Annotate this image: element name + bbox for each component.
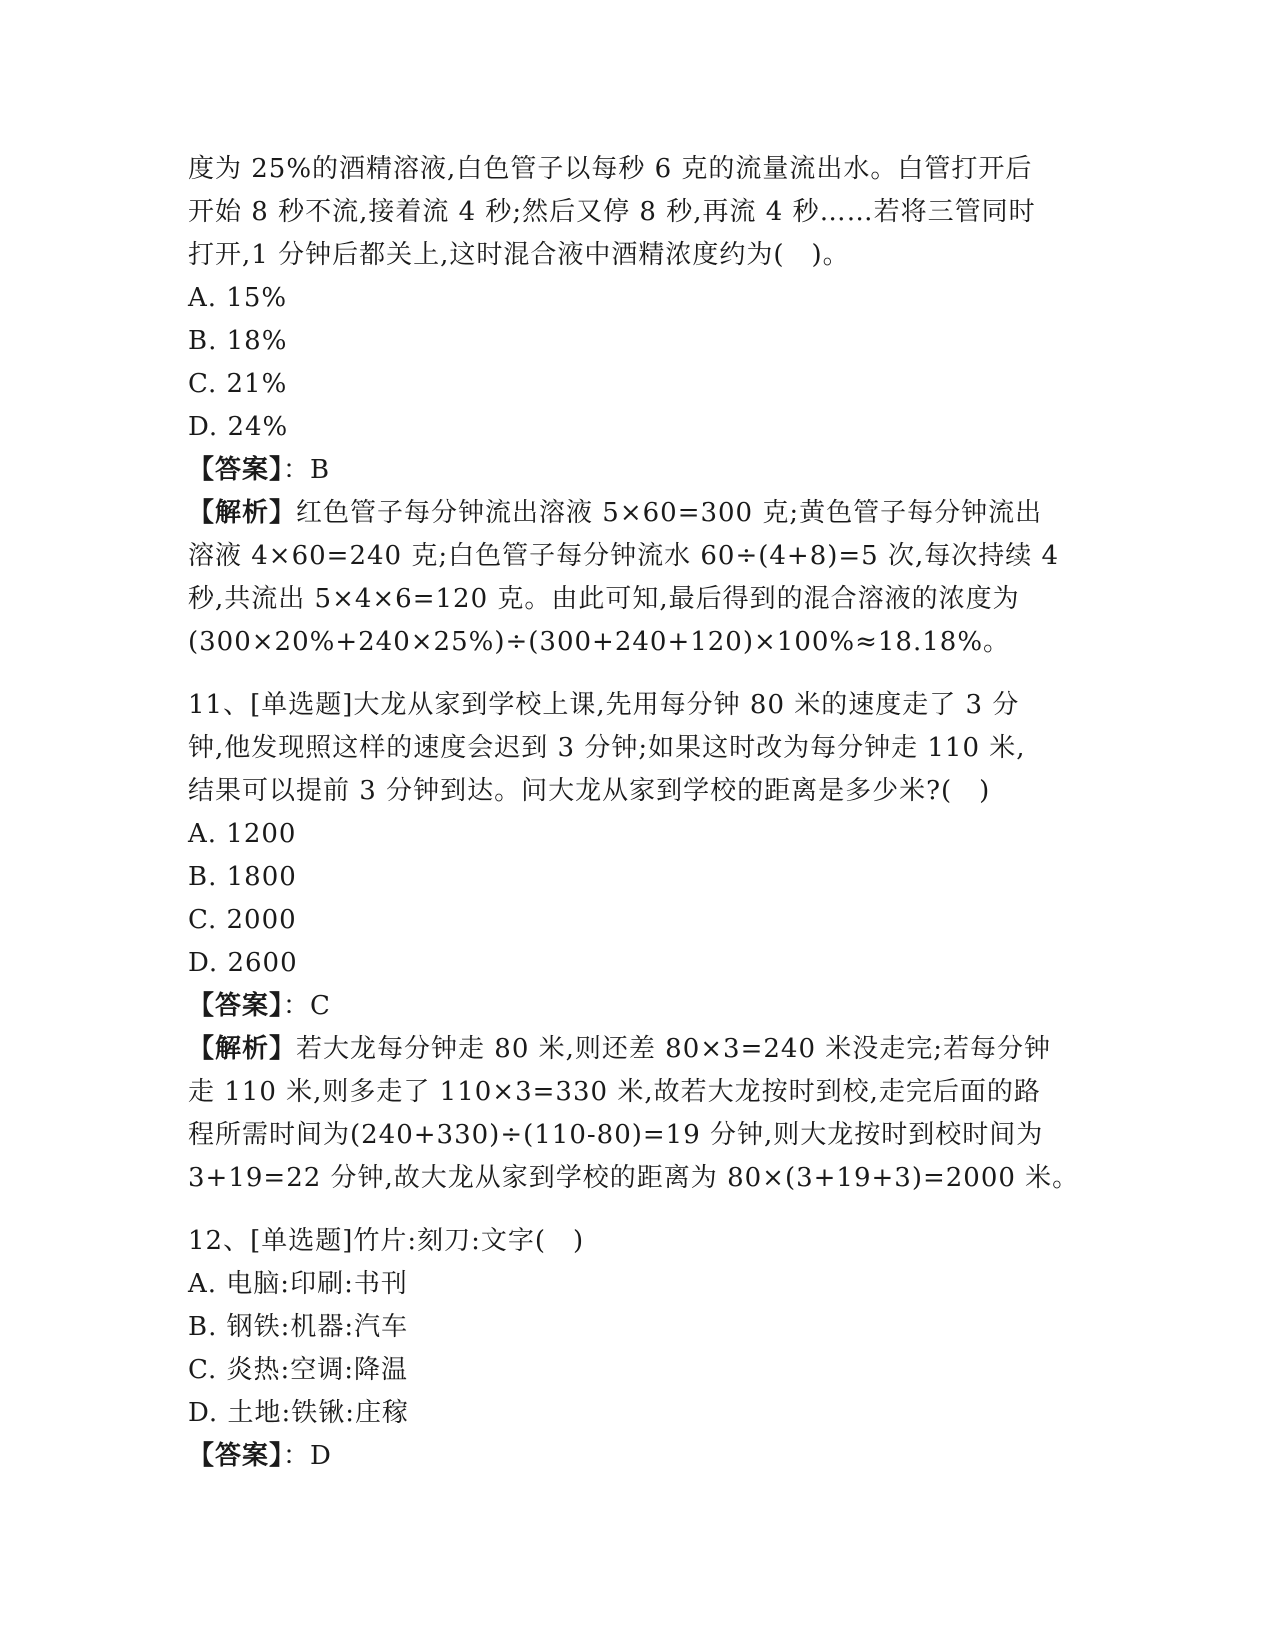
question-12 (188, 1220, 1088, 1478)
answer-value: ：B (283, 455, 331, 485)
answer-line (188, 985, 1088, 1028)
option-a: A. 电脑:印刷:书刊 (188, 1269, 408, 1299)
question-stem-line: 12、[单选题]竹片:刻刀:文字( ) (188, 1226, 585, 1256)
question-stem-line: 打开,1 分钟后都关上,这时混合液中酒精浓度约为( )。 (188, 240, 850, 270)
question-stem-line: 结果可以提前 3 分钟到达。问大龙从家到学校的距离是多少米?( ) (188, 776, 991, 806)
answer-line (188, 1435, 1088, 1478)
option-d: D. 24% (188, 412, 289, 442)
spacer (188, 664, 1088, 684)
answer-line (188, 449, 1088, 492)
answer-value: ：C (283, 991, 331, 1021)
analysis-line (188, 1028, 1088, 1071)
option-c: C. 炎热:空调:降温 (188, 1355, 409, 1385)
option-a: A. 15% (188, 283, 288, 313)
analysis-text: 3+19=22 分钟,故大龙从家到学校的距离为 80×(3+19+3)=2000 米。 (188, 1163, 1080, 1193)
answer-label: 【答案】 (188, 455, 284, 485)
option-b: B. 钢铁:机器:汽车 (188, 1312, 409, 1342)
document-page (188, 148, 1088, 1478)
analysis-text: 红色管子每分钟流出溶液 5×60=300 克;黄色管子每分钟流出 (296, 498, 1043, 528)
option-d: D. 土地:铁锹:庄稼 (188, 1398, 409, 1428)
analysis-text: 走 110 米,则多走了 110×3=330 米,故若大龙按时到校,走完后面的路 (188, 1077, 1041, 1107)
analysis-line (188, 492, 1088, 535)
answer-label: 【答案】 (188, 1441, 284, 1471)
question-11 (188, 684, 1088, 1200)
option-b: B. 18% (188, 326, 288, 356)
analysis-label: 【解析】 (188, 1034, 297, 1064)
analysis-text: 若大龙每分钟走 80 米,则还差 80×3=240 米没走完;若每分钟 (296, 1034, 1052, 1064)
question-stem-line: 开始 8 秒不流,接着流 4 秒;然后又停 8 秒,再流 4 秒……若将三管同时 (188, 197, 1036, 227)
analysis-label: 【解析】 (188, 498, 297, 528)
option-a: A. 1200 (188, 819, 297, 849)
analysis-text: 程所需时间为(240+330)÷(110-80)=19 分钟,则大龙按时到校时间为 (188, 1120, 1044, 1150)
option-c: C. 2000 (188, 905, 297, 935)
option-d: D. 2600 (188, 948, 298, 978)
question-stem-line: 度为 25%的酒精溶液,白色管子以每秒 6 克的流量流出水。白管打开后 (188, 154, 1033, 184)
question-10 (188, 148, 1088, 664)
answer-label: 【答案】 (188, 991, 284, 1021)
analysis-text: 秒,共流出 5×4×6=120 克。由此可知,最后得到的混合溶液的浓度为 (188, 584, 1020, 614)
option-b: B. 1800 (188, 862, 297, 892)
option-c: C. 21% (188, 369, 288, 399)
answer-value: ：D (283, 1441, 332, 1471)
spacer (188, 1200, 1088, 1220)
analysis-text: 溶液 4×60=240 克;白色管子每分钟流水 60÷(4+8)=5 次,每次持续 4 (188, 541, 1060, 571)
question-stem-line: 11、[单选题]大龙从家到学校上课,先用每分钟 80 米的速度走了 3 分 (188, 690, 1020, 720)
analysis-text: (300×20%+240×25%)÷(300+240+120)×100%≈18.18%。 (188, 627, 1011, 657)
question-stem-line: 钟,他发现照这样的速度会迟到 3 分钟;如果这时改为每分钟走 110 米, (188, 733, 1026, 763)
